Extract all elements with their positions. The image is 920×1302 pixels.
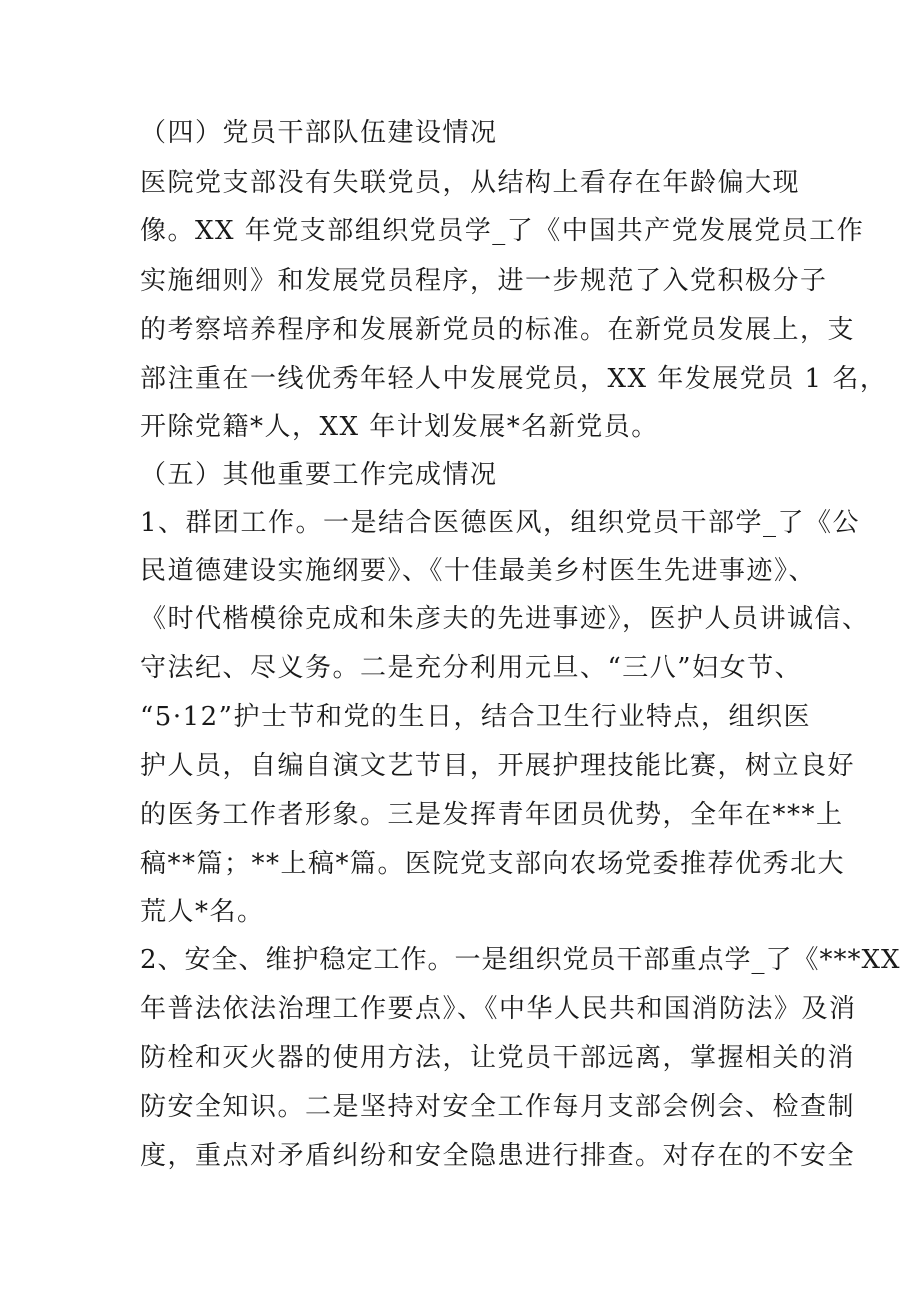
paragraph-line: 民道德建设实施纲要》、《十佳最美乡村医生先进事迹》、 (140, 556, 817, 586)
paragraph-line: 开除党籍*人，XX 年计划发展*名新党员。 (140, 412, 659, 442)
paragraph-line: 部注重在一线优秀年轻人中发展党员，XX 年发展党员 1 名， (140, 364, 888, 394)
paragraph-line: 荒人*名。 (140, 897, 265, 927)
paragraph-line: 实施细则》和发展党员程序，进一步规范了入党积极分子 (140, 266, 828, 296)
paragraph-line: 防栓和灭火器的使用方法，让党员干部远离，掌握相关的消 (140, 1043, 856, 1073)
paragraph-line: 度，重点对矛盾纠纷和安全隐患进行排查。对存在的不安全 (140, 1141, 856, 1171)
paragraph-line: 的医务工作者形象。三是发挥青年团员优势，全年在***上 (140, 800, 844, 830)
paragraph-line: 的考察培养程序和发展新党员的标准。在新党员发展上，支 (140, 315, 856, 345)
paragraph-line: 年普法依法治理工作要点》、《中华人民共和国消防法》及消 (140, 994, 857, 1024)
paragraph-line: 稿**篇；**上稿*篇。医院党支部向农场党委推荐优秀北大 (140, 849, 846, 879)
section-heading-4: （四）党员干部队伍建设情况 (140, 118, 498, 148)
paragraph-line: 像。XX 年党支部组织党员学_了《中国共产党发展党员工作 (140, 216, 865, 246)
section-heading-5: （五）其他重要工作完成情况 (140, 460, 498, 490)
paragraph-line: 《时代楷模徐克成和朱彦夫的先进事迹》，医护人员讲诚信、 (140, 604, 870, 634)
paragraph-line: 守法纪、尽义务。二是充分利用元旦、“三八”妇女节、 (140, 653, 803, 683)
paragraph-line: 2、安全、维护稳定工作。一是组织党员干部重点学_了《***XX (140, 945, 901, 975)
paragraph-line: 医院党支部没有失联党员，从结构上看存在年龄偏大现 (140, 168, 801, 198)
paragraph-line: 护人员，自编自演文艺节目，开展护理技能比赛，树立良好 (140, 751, 856, 781)
paragraph-line: 1、群团工作。一是结合医德医风，组织党员干部学_了《公 (140, 508, 861, 538)
paragraph-line: 防安全知识。二是坚持对安全工作每月支部会例会、检查制 (140, 1092, 856, 1122)
paragraph-line: “5·12”护士节和党的生日，结合卫生行业特点，组织医 (140, 702, 811, 732)
